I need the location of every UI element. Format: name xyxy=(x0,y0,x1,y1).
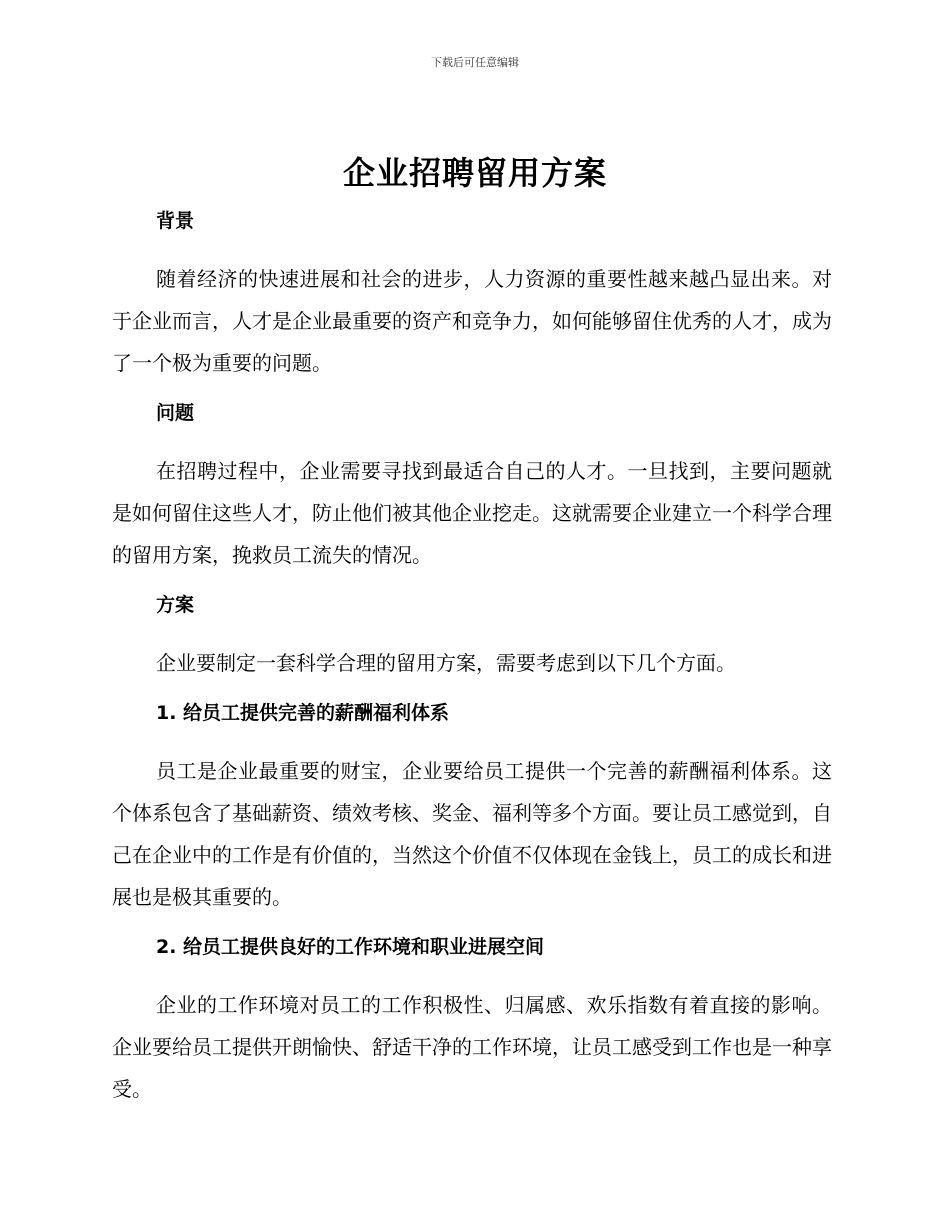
paragraph: 在招聘过程中，企业需要寻找到最适合自己的人才。一旦找到，主要问题就是如何留住这些人才，防止他们被其他企业挖走。这就需要企业建立一个科学合理的留用方案，挽救员工流失的情况。 xyxy=(112,459,832,567)
section-compensation xyxy=(112,696,832,918)
section-heading: 方案 xyxy=(156,594,195,616)
section-problem xyxy=(112,396,832,576)
paragraph: 企业要制定一套科学合理的留用方案，需要考虑到以下几个方面。 xyxy=(156,651,736,675)
section-heading: 问题 xyxy=(156,402,195,424)
paragraph: 员工是企业最重要的财宝，企业要给员工提供一个完善的薪酬福利体系。这个体系包含了基础薪资、绩效考核、奖金、福利等多个方面。要让员工感觉到，自己在企业中的工作是有价值的，当然这个价值不仅体现在金钱上，员工的成长和进展也是极其重要的。 xyxy=(112,759,832,909)
section-environment xyxy=(112,930,832,1110)
paragraph: 随着经济的快速进展和社会的进步，人力资源的重要性越来越凸显出来。对于企业而言，人才是企业最重要的资产和竞争力，如何能够留住优秀的人才，成为了一个极为重要的问题。 xyxy=(112,267,832,375)
section-heading: 1. 给员工提供完善的薪酬福利体系 xyxy=(156,702,450,724)
section-plan xyxy=(112,588,832,684)
document-body xyxy=(112,204,832,1110)
section-background xyxy=(112,204,832,384)
document-title: 企业招聘留用方案 xyxy=(342,154,607,192)
section-heading: 2. 给员工提供良好的工作环境和职业进展空间 xyxy=(156,936,545,958)
paragraph: 企业的工作环境对员工的工作积极性、归属感、欢乐指数有着直接的影响。企业要给员工提供开朗愉快、舒适干净的工作环境，让员工感受到工作也是一种享受。 xyxy=(112,993,832,1101)
header-note: 下载后可任意编辑 xyxy=(431,56,519,69)
section-heading: 背景 xyxy=(156,210,195,232)
